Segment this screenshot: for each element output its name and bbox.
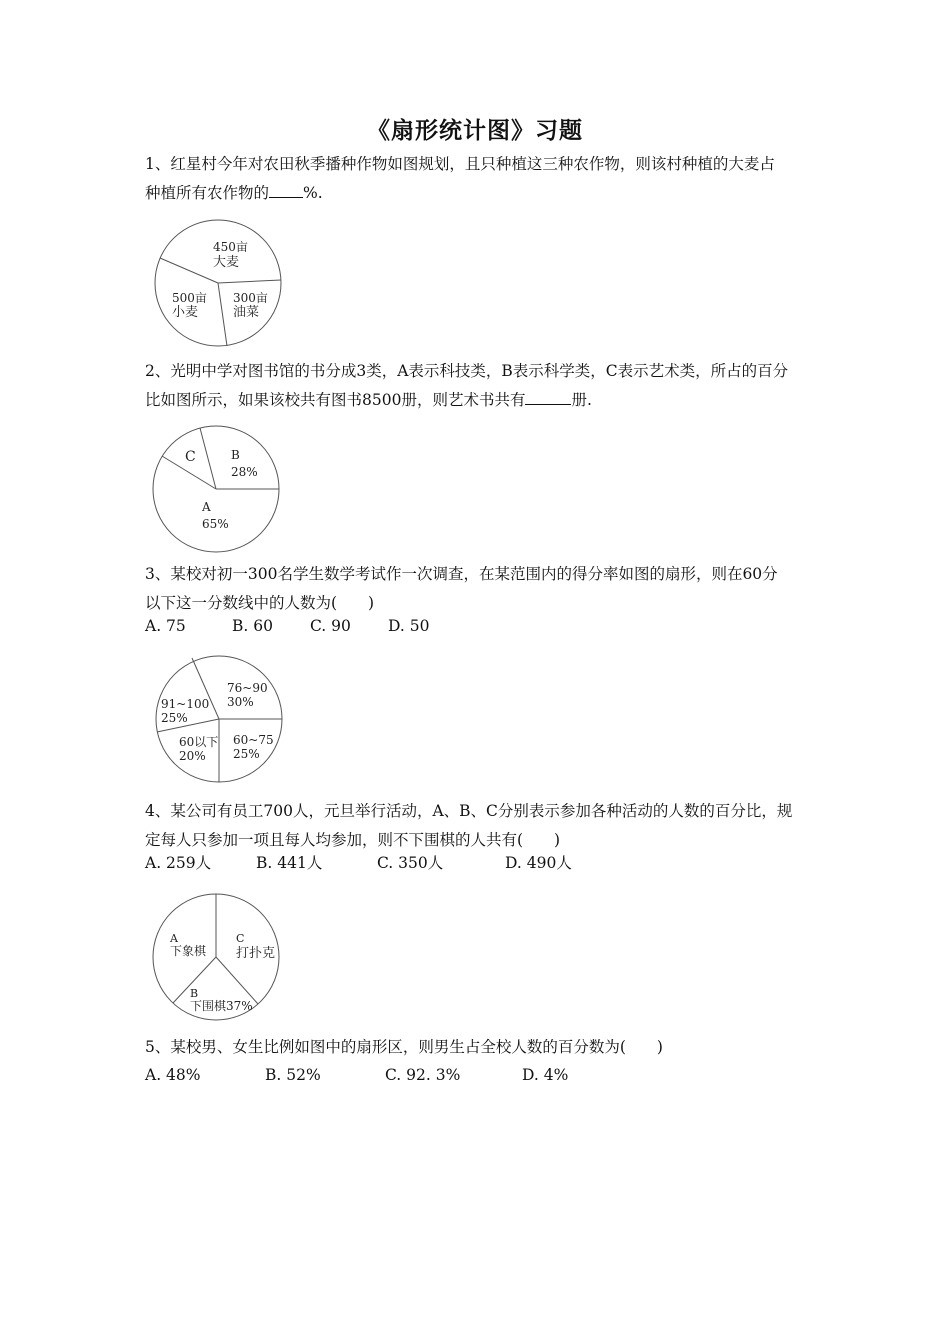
slice-value-76-90: 30% — [227, 695, 254, 709]
question-4 — [145, 797, 810, 855]
slice-label-c: C — [236, 932, 245, 945]
slice-label-76-90: 76~90 — [227, 681, 268, 695]
answer-blank — [525, 388, 571, 405]
option-d[interactable]: D. 4% — [522, 1066, 569, 1084]
pie-divider — [200, 428, 216, 489]
option-d[interactable]: D. 490人 — [505, 854, 572, 872]
option-c[interactable]: C. 90 — [310, 617, 351, 635]
question-1-line-2: 种植所有农作物的 %. — [145, 179, 810, 208]
question-4-line-1: 4、某公司有员工700人，元旦举行活动，A、B、C分别表示参加各种活动的人数的百分比，规 — [145, 802, 793, 820]
pie-divider — [216, 957, 258, 1004]
pie-divider — [160, 258, 218, 283]
question-5 — [145, 1033, 810, 1062]
question-1-pie-chart — [153, 218, 283, 348]
option-c[interactable]: C. 350人 — [377, 854, 444, 872]
slice-value-91-100: 25% — [161, 711, 188, 725]
page-title: 《扇形统计图》习题 — [367, 117, 583, 144]
option-b[interactable]: B. 441人 — [256, 854, 323, 872]
slice-value-below-60: 20% — [179, 749, 206, 763]
question-3-pie-chart — [155, 655, 285, 785]
option-a[interactable]: A. 75 — [145, 617, 186, 635]
slice-label-below-60: 60以下 — [179, 735, 219, 749]
slice-label-b: B — [231, 448, 240, 462]
slice-label-60-75: 60~75 — [233, 733, 274, 747]
slice-name-poker: 打扑克 — [236, 946, 276, 961]
pie-divider — [218, 283, 227, 346]
question-4-line-2: 定每人只参加一项且每人均参加，则不下围棋的人共有( ) — [145, 831, 561, 849]
slice-label-c: C — [185, 449, 196, 465]
slice-value-barley: 450亩 — [213, 240, 248, 254]
slice-label-a: A — [202, 500, 211, 514]
question-3 — [145, 560, 810, 618]
slice-value-go: 下围棋37% — [190, 999, 253, 1013]
question-2-line-2: 比如图所示，如果该校共有图书8500册，则艺术书共有 册. — [145, 386, 810, 415]
slice-value-60-75: 25% — [233, 747, 260, 761]
option-c[interactable]: C. 92. 3% — [385, 1066, 461, 1084]
option-a[interactable]: A. 48% — [145, 1066, 201, 1084]
slice-value-b: 28% — [231, 465, 258, 479]
question-4-pie-chart — [152, 893, 280, 1021]
question-5-line-1: 5、某校男、女生比例如图中的扇形区，则男生占全校人数的百分数为( ) — [145, 1038, 663, 1056]
slice-label-b: B — [190, 987, 199, 1000]
slice-label-wheat: 小麦 — [172, 305, 199, 320]
option-a[interactable]: A. 259人 — [145, 854, 212, 872]
slice-label-rapeseed: 油菜 — [233, 305, 260, 320]
slice-value-wheat: 500亩 — [172, 291, 207, 305]
slice-value-a: 65% — [202, 517, 229, 531]
slice-label-a: A — [170, 932, 178, 945]
question-3-line-2: 以下这一分数线中的人数为( ) — [145, 594, 375, 612]
option-b[interactable]: B. 60 — [232, 617, 273, 635]
option-d[interactable]: D. 50 — [388, 617, 430, 635]
slice-label-barley: 大麦 — [213, 255, 240, 270]
slice-value-rapeseed: 300亩 — [233, 291, 268, 305]
question-1 — [145, 150, 810, 208]
option-b[interactable]: B. 52% — [265, 1066, 321, 1084]
question-1-line-1: 1、红星村今年对农田秋季播种作物如图规划，且只种植这三种农作物，则该村种植的大麦占 — [145, 155, 775, 173]
question-2 — [145, 357, 810, 415]
slice-label-91-100: 91~100 — [161, 697, 210, 711]
question-2-line-1: 2、光明中学对图书馆的书分成3类，A表示科技类，B表示科学类，C表示艺术类，所占的百分 — [145, 362, 789, 380]
answer-blank — [269, 181, 303, 198]
question-3-line-1: 3、某校对初一300名学生数学考试作一次调查，在某范围内的得分率如图的扇形，则在60分 — [145, 565, 778, 583]
pie-divider — [218, 280, 281, 283]
question-2-pie-chart — [152, 425, 280, 553]
slice-name-chess: 下象棋 — [170, 944, 207, 958]
